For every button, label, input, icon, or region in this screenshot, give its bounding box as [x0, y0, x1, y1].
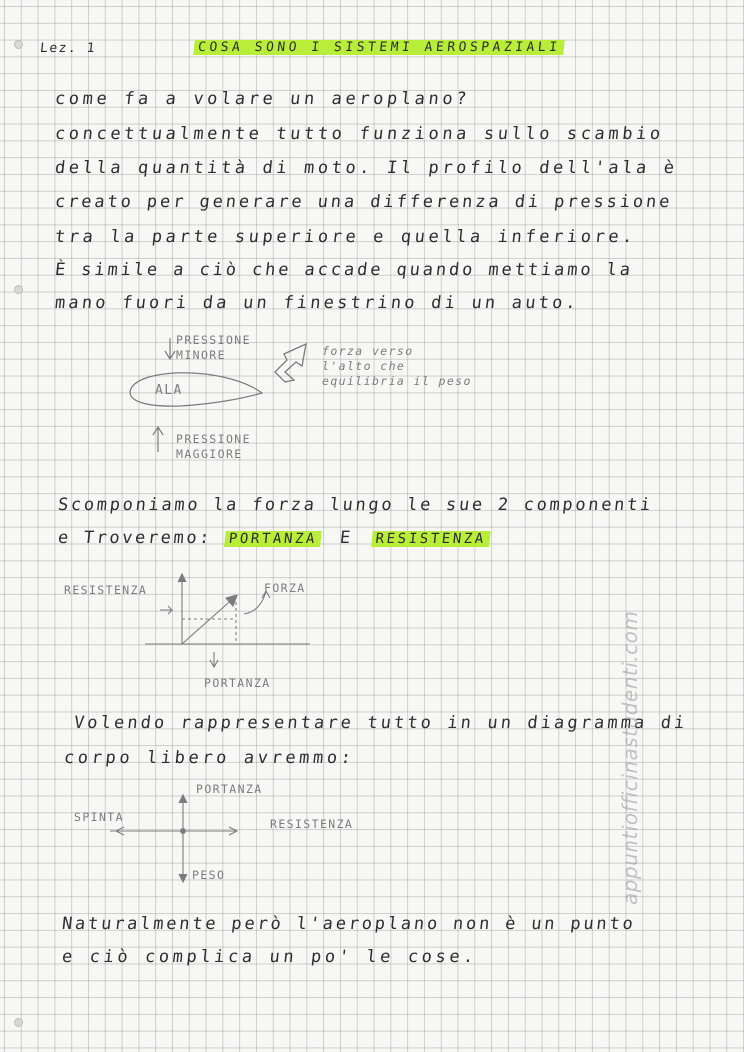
fbd-label-portanza: PORTANZA — [196, 782, 263, 796]
text-line: come fa a volare un aeroplano? — [53, 89, 472, 109]
lesson-number: Lez. 1 — [39, 41, 97, 56]
label-portanza: PORTANZA — [204, 676, 271, 690]
fbd-label-resistenza: RESISTENZA — [270, 817, 354, 831]
fbd-label-peso: PESO — [192, 868, 226, 882]
body-point — [181, 829, 186, 834]
text-line: e ciò complica un po' le cose. — [60, 947, 479, 967]
watermark: appuntiofficinastudenti.com — [618, 610, 642, 905]
term-portanza: PORTANZA — [224, 531, 322, 547]
page-title-text: COSA SONO I SISTEMI AEROSPAZIALI — [193, 40, 565, 55]
label-forza: FORZA — [264, 581, 306, 595]
text-line: concettualmente tutto funziona sullo scambio — [53, 124, 665, 144]
text-line: mano fuori da un finestrino di un auto. — [53, 293, 581, 313]
wing-label: ALA — [155, 383, 183, 398]
text-line: È simile a ciò che accade quando mettiamo la — [53, 260, 634, 280]
text-line: Naturalmente però l'aeroplano non è un punto — [60, 914, 637, 934]
text-line: e Troveremo: PORTANZA E RESISTENZA — [57, 528, 491, 548]
pressure-high-label: PRESSIONE MAGGIORE — [176, 432, 251, 461]
lift-note: forza verso l'alto che equilibria il peso — [322, 344, 472, 388]
text-line: corpo libero avremmo: — [62, 748, 356, 768]
text-line: Volendo rappresentare tutto in un diagramma di — [72, 713, 689, 733]
label-resistenza: RESISTENZA — [64, 583, 148, 597]
text-line: Scomponiamo la forza lungo le sue 2 componenti — [56, 495, 655, 515]
fbd-label-spinta: SPINTA — [74, 810, 124, 824]
text-line: della quantità di moto. Il profilo dell'ala è — [53, 158, 679, 178]
pressure-low-label: PRESSIONE MINORE — [176, 333, 251, 362]
text-line: tra la parte superiore e quella inferiore. — [53, 227, 638, 247]
text-line: creato per generare una differenza di pressione — [53, 192, 674, 212]
term-resistenza: RESISTENZA — [371, 531, 491, 547]
